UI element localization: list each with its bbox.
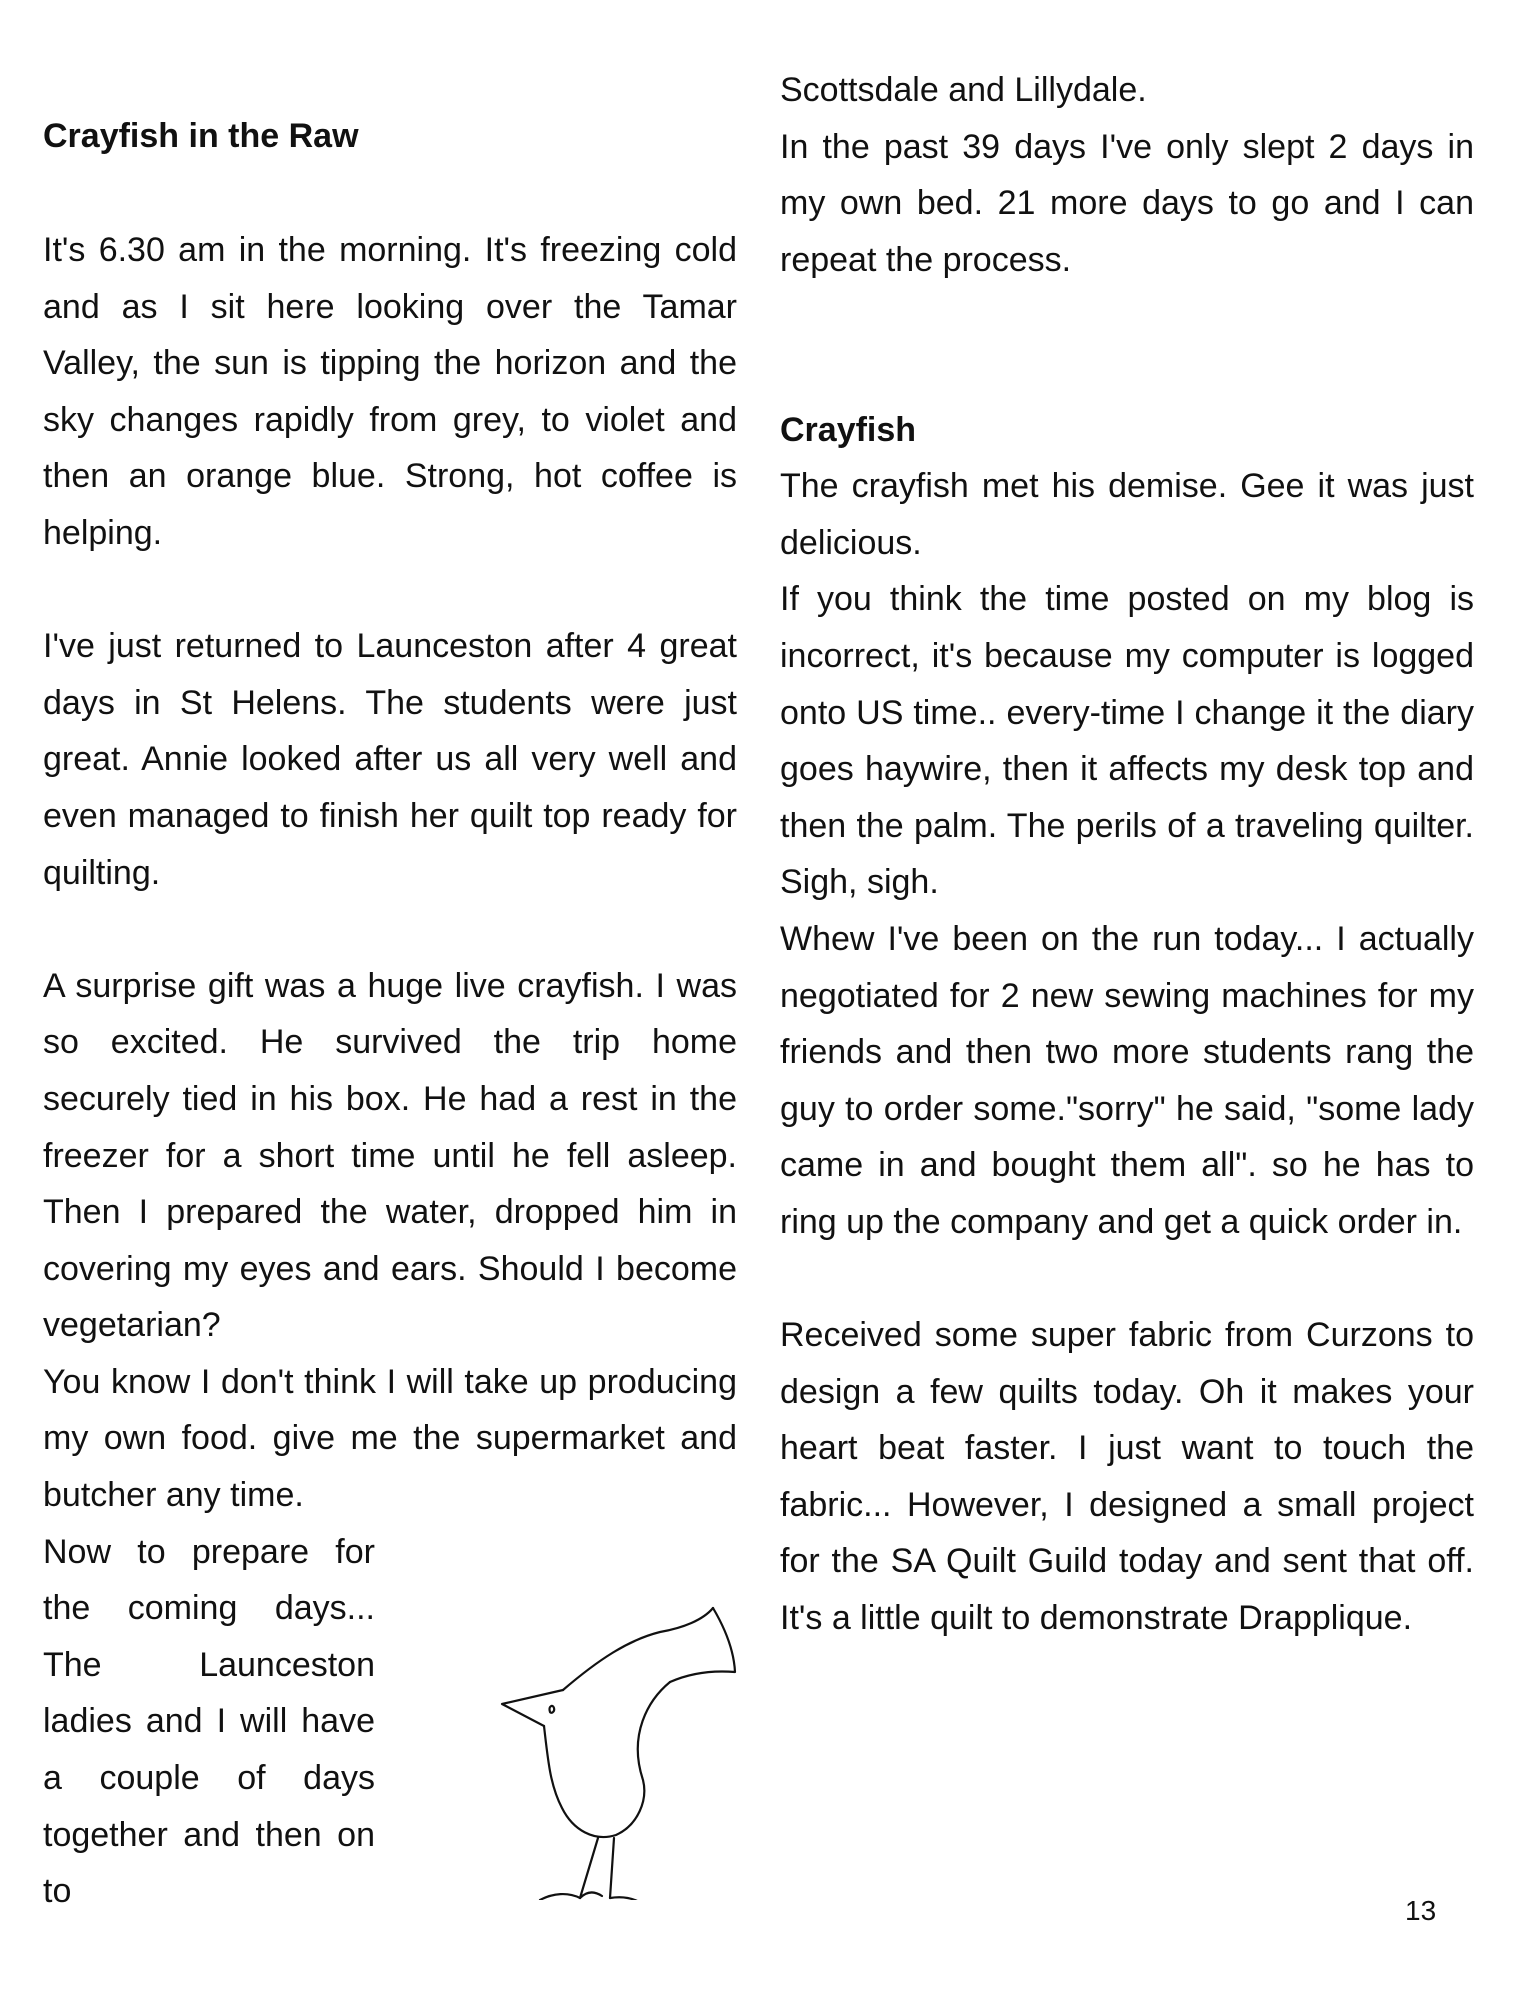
- paragraph: Received some super fabric from Curzons to design a few quilts today. Oh it makes your heart beat faster. I just want to touch the fabric... However, I designed a small project for the SA Quilt Guild today and sent that off. It's a little quilt to demonstrate Drapplique.: [780, 1316, 1474, 1638]
- article-title: Crayfish in the Raw: [43, 117, 359, 155]
- paragraph: Now to prepare for the coming days... The Launceston ladies and I will have a couple of days together and then on to: [43, 1532, 375, 1911]
- page-number: 13: [1405, 1895, 1437, 1926]
- paragraph: You know I don't think I will take up producing my own food. give me the supermarket and butcher any time.: [43, 1362, 737, 1515]
- paragraph: If you think the time posted on my blog is incorrect, it's because my computer is logged onto US time.. every-time I change it the diary goes haywire, then it affects my desk top and then the palm. The perils of a traveling quilter. Sigh, sigh.: [780, 580, 1474, 902]
- bird-icon: [498, 1600, 758, 1900]
- paragraph: It's 6.30 am in the morning. It's freezing cold and as I sit here looking over the Tamar Valley, the sun is tipping the horizon and the sky changes rapidly from grey, to violet and then an orange blue. Strong, hot coffee is helping.: [43, 231, 737, 552]
- paragraph: A surprise gift was a huge live crayfish. I was so excited. He survived the trip home securely tied in his box. He had a rest in the freezer for a short time until he fell asleep. Then I prepared the water, dropped him in covering my eyes and ears. Should I become vegetarian?: [43, 966, 737, 1345]
- paragraph: Scottsdale and Lillydale.: [780, 71, 1147, 109]
- paragraph: In the past 39 days I've only slept 2 days in my own bed. 21 more days to go and I can repeat the process.: [780, 127, 1474, 279]
- paragraph: Whew I've been on the run today... I actually negotiated for 2 new sewing machines for my friends and then two more students rang the guy to order some."sorry" he said, "some lady came in and bought them all". so he has to ring up the company and get a quick order in.: [780, 919, 1474, 1241]
- right-body: [780, 62, 1474, 1647]
- paragraph: The crayfish met his demise. Gee it was just delicious.: [780, 467, 1474, 562]
- paragraph: I've just returned to Launceston after 4 great days in St Helens. The students were just great. Annie looked after us all very well and even managed to finish her quilt top ready for quilting.: [43, 627, 737, 892]
- section-heading: Crayfish: [780, 410, 917, 449]
